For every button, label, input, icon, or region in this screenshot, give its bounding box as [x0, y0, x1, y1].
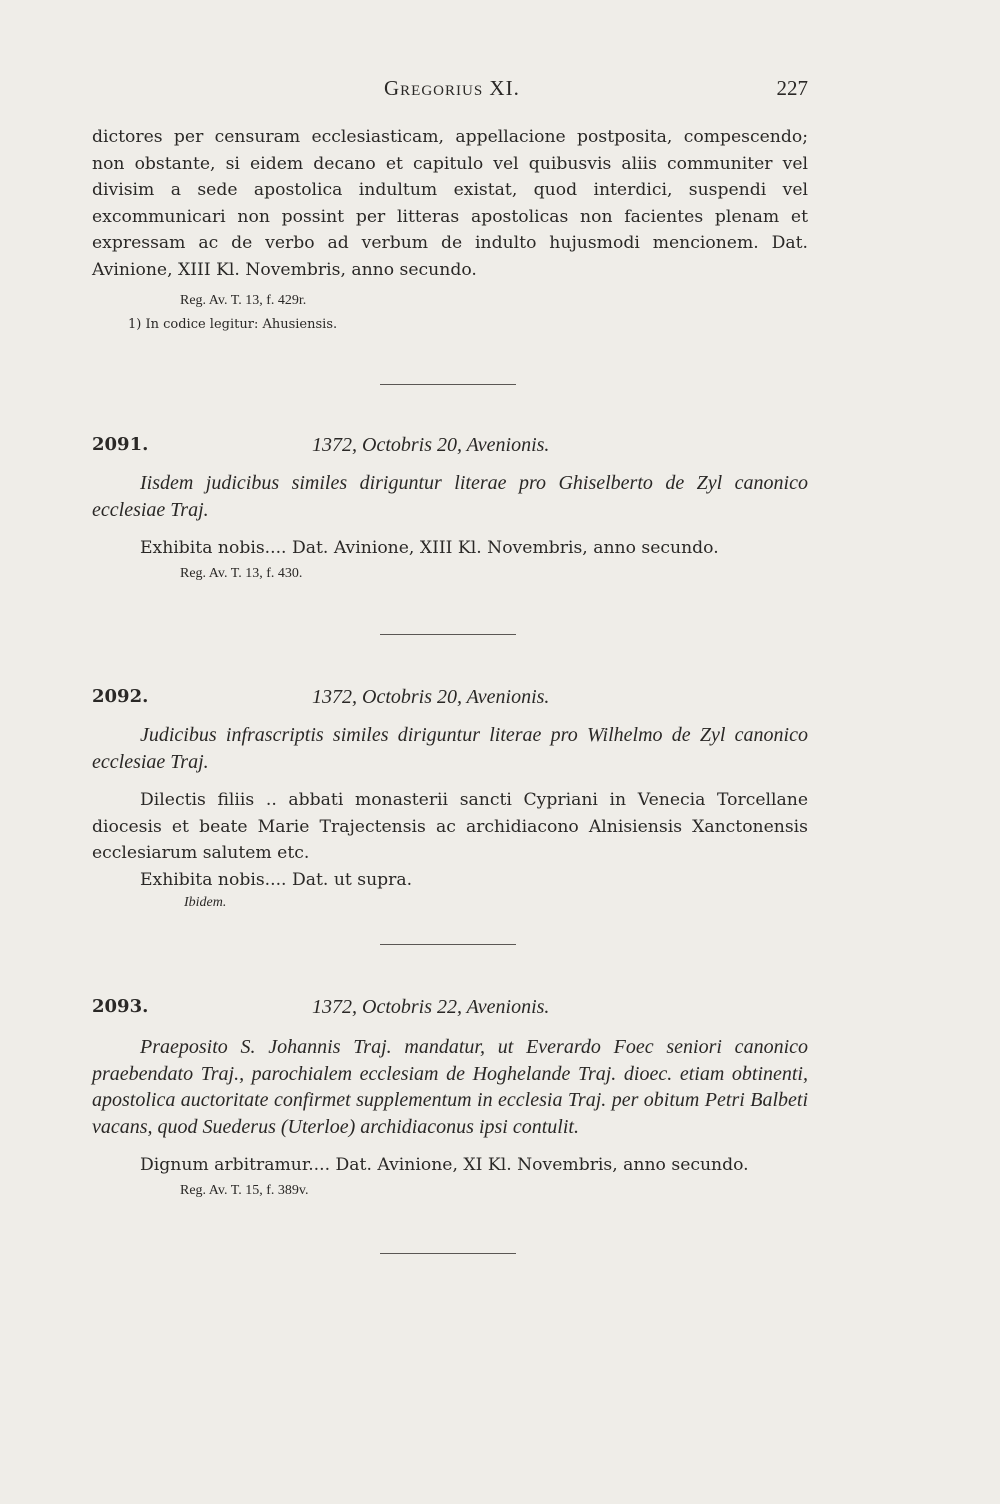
entry-summary: Iisdem judicibus similes diriguntur literae pro Ghiselberto de Zyl canonico ecclesiae Traj. — [92, 472, 808, 521]
separator-rule — [380, 634, 516, 635]
entry-number: 2091. — [92, 434, 149, 455]
entry-text-continued: Exhibita nobis.... Dat. ut supra. — [140, 869, 413, 890]
separator-rule — [380, 384, 516, 385]
entry-2092-body — [92, 722, 808, 913]
running-title: Gregorius XI. — [384, 76, 520, 100]
entry-source: Ibidem. — [184, 895, 227, 910]
entry-text: Exhibita nobis.... Dat. Avinione, XIII Kl. Novembris, anno secundo. — [140, 538, 719, 558]
entry-2093-body — [92, 1034, 808, 1201]
entry-2093-heading — [92, 996, 808, 1024]
separator-rule — [380, 1253, 516, 1254]
entry-source: Reg. Av. T. 15, f. 389v. — [180, 1182, 309, 1198]
entry-date: 1372, Octobris 22, Avenionis. — [312, 996, 550, 1018]
entry-text: Dilectis filiis .. abbati monasterii sancti Cypriani in Venecia Torcellane diocesis et beate Marie Trajectensis ac archidiacono Alnisiensis Xanctonensis ecclesiarum salutem etc. — [92, 790, 808, 863]
entry-source: Reg. Av. T. 13, f. 430. — [180, 565, 303, 581]
running-head — [92, 76, 808, 104]
entry-date: 1372, Octobris 20, Avenionis. — [312, 434, 550, 456]
entry-text: Dignum arbitramur.... Dat. Avinione, XI Kl. Novembris, anno secundo. — [140, 1155, 749, 1175]
entry-2091-body — [92, 470, 808, 584]
entry-number: 2092. — [92, 686, 149, 707]
intro-paragraph: dictores per censuram ecclesiasticam, appellacione postposita, compescendo; non obstante, si eidem decano et capitulo vel quibusvis aliis communiter vel divisim a sede apostolica indultum existat, quod interdici, suspendi vel excommunicari non possint per litteras apostolicas non facientes plenam et expressam ac de verbo ad verbum de indulto hujusmodi mencionem. Dat. Avinione, XIII Kl. Novembris, anno secundo. — [92, 127, 808, 280]
entry-summary: Praeposito S. Johannis Traj. mandatur, ut Everardo Foec seniori canonico praebendato Traj., parochialem ecclesiam de Hoghelande Traj. dioec. etiam obtinenti, apostolica auctoritate confirmet supplementum in ecclesia Traj. per obitum Petri Balbeti vacans, quod Suederus (Uterloe) archidiaconus ipsi contulit. — [92, 1036, 808, 1138]
intro-footnote: 1) In codice legitur: Ahusiensis. — [128, 317, 338, 332]
entry-2091-heading — [92, 434, 808, 462]
entry-number: 2093. — [92, 996, 149, 1017]
intro-block — [92, 124, 808, 335]
entry-date: 1372, Octobris 20, Avenionis. — [312, 686, 550, 708]
separator-rule — [380, 944, 516, 945]
entry-summary: Judicibus infrascriptis similes diriguntur literae pro Wilhelmo de Zyl canonico ecclesiae Traj. — [92, 724, 808, 773]
intro-source: Reg. Av. T. 13, f. 429r. — [180, 293, 307, 308]
entry-2092-heading — [92, 686, 808, 714]
page-number: 227 — [776, 76, 808, 100]
